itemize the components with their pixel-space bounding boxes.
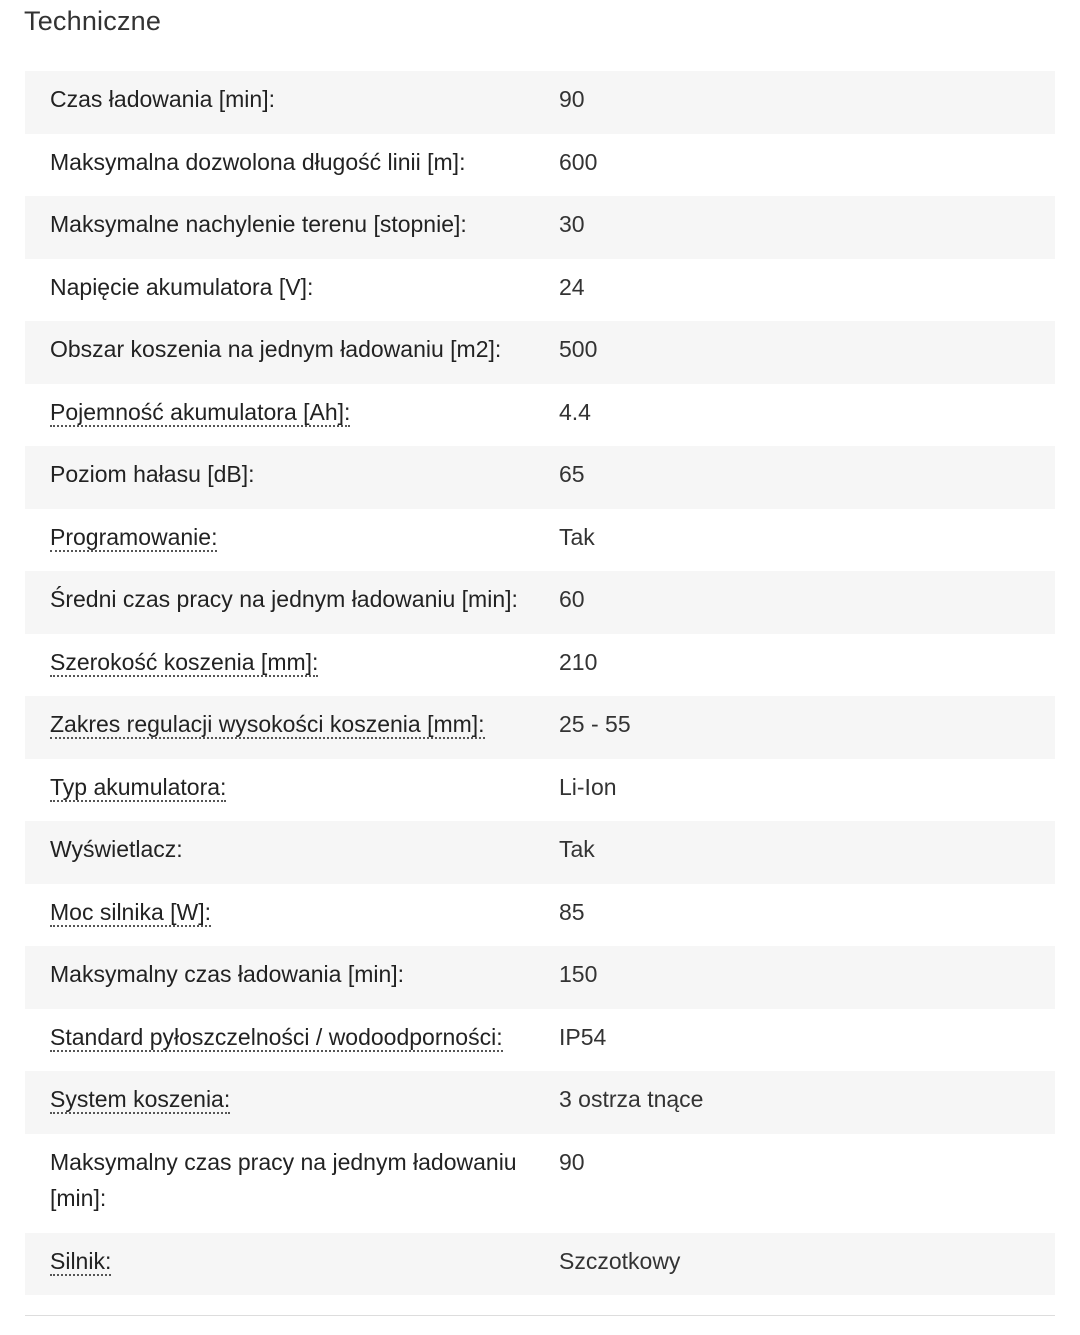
spec-row xyxy=(25,821,1055,884)
spec-label-tooltip[interactable]: Standard pyłoszczelności / wodoodporności: xyxy=(50,1023,503,1050)
spec-value: 210 xyxy=(559,648,598,675)
spec-table xyxy=(25,71,1055,1295)
spec-value: 85 xyxy=(559,898,585,925)
spec-label: Napięcie akumulatora [V]: xyxy=(50,273,314,300)
spec-row xyxy=(25,259,1055,322)
table-bottom-divider xyxy=(25,1315,1055,1316)
spec-label-tooltip[interactable]: Programowanie: xyxy=(50,523,218,550)
spec-label: Średni czas pracy na jednym ładowaniu [min]: xyxy=(50,586,518,612)
spec-value: IP54 xyxy=(559,1023,607,1050)
spec-label: Obszar koszenia na jednym ładowaniu [m2]: xyxy=(50,336,502,362)
spec-value: 3 ostrza tnące xyxy=(559,1086,704,1112)
spec-row xyxy=(25,509,1055,572)
spec-value: Li-Ion xyxy=(559,773,617,800)
spec-row xyxy=(25,134,1055,197)
spec-row xyxy=(25,446,1055,509)
spec-value: 65 xyxy=(559,461,585,487)
section-title: Techniczne xyxy=(24,6,162,36)
spec-row xyxy=(25,1009,1055,1072)
spec-label-tooltip[interactable]: Silnik: xyxy=(50,1247,112,1274)
spec-row xyxy=(25,71,1055,134)
spec-label: Maksymalny czas ładowania [min]: xyxy=(50,961,405,987)
spec-value: 30 xyxy=(559,211,585,237)
spec-row xyxy=(25,1071,1055,1134)
spec-label: Wyświetlacz: xyxy=(50,836,183,862)
spec-value: 500 xyxy=(559,336,598,362)
spec-value: Szczotkowy xyxy=(559,1247,681,1274)
spec-label: Maksymalne nachylenie terenu [stopnie]: xyxy=(50,211,467,237)
spec-label: Czas ładowania [min]: xyxy=(50,86,275,112)
spec-row xyxy=(25,196,1055,259)
spec-value: 4.4 xyxy=(559,398,591,425)
spec-label-tooltip[interactable]: Szerokość koszenia [mm]: xyxy=(50,648,319,675)
spec-label: Poziom hałasu [dB]: xyxy=(50,461,255,487)
spec-value: 60 xyxy=(559,586,585,612)
spec-value: 90 xyxy=(559,1148,585,1175)
spec-row xyxy=(25,571,1055,634)
spec-value: 25 - 55 xyxy=(559,711,631,737)
spec-row xyxy=(25,1134,1055,1233)
spec-row xyxy=(25,634,1055,697)
spec-value: Tak xyxy=(559,523,595,550)
spec-label-tooltip[interactable]: Moc silnika [W]: xyxy=(50,898,212,925)
spec-value: 150 xyxy=(559,961,598,987)
spec-label-tooltip[interactable]: Zakres regulacji wysokości koszenia [mm]: xyxy=(50,711,485,737)
spec-row xyxy=(25,321,1055,384)
spec-value: 90 xyxy=(559,86,585,112)
spec-label: Maksymalna dozwolona długość linii [m]: xyxy=(50,148,466,175)
spec-value: Tak xyxy=(559,836,595,862)
spec-label-tooltip[interactable]: Typ akumulatora: xyxy=(50,773,227,800)
spec-label-tooltip[interactable]: System koszenia: xyxy=(50,1086,231,1112)
spec-value: 24 xyxy=(559,273,585,300)
spec-row xyxy=(25,884,1055,947)
spec-row xyxy=(25,696,1055,759)
spec-row xyxy=(25,384,1055,447)
spec-label-tooltip[interactable]: Pojemność akumulatora [Ah]: xyxy=(50,398,351,425)
spec-row xyxy=(25,1233,1055,1296)
spec-row xyxy=(25,759,1055,822)
spec-value: 600 xyxy=(559,148,598,175)
spec-row xyxy=(25,946,1055,1009)
spec-label: Maksymalny czas pracy na jednym ładowaniu [min]: xyxy=(50,1148,517,1211)
